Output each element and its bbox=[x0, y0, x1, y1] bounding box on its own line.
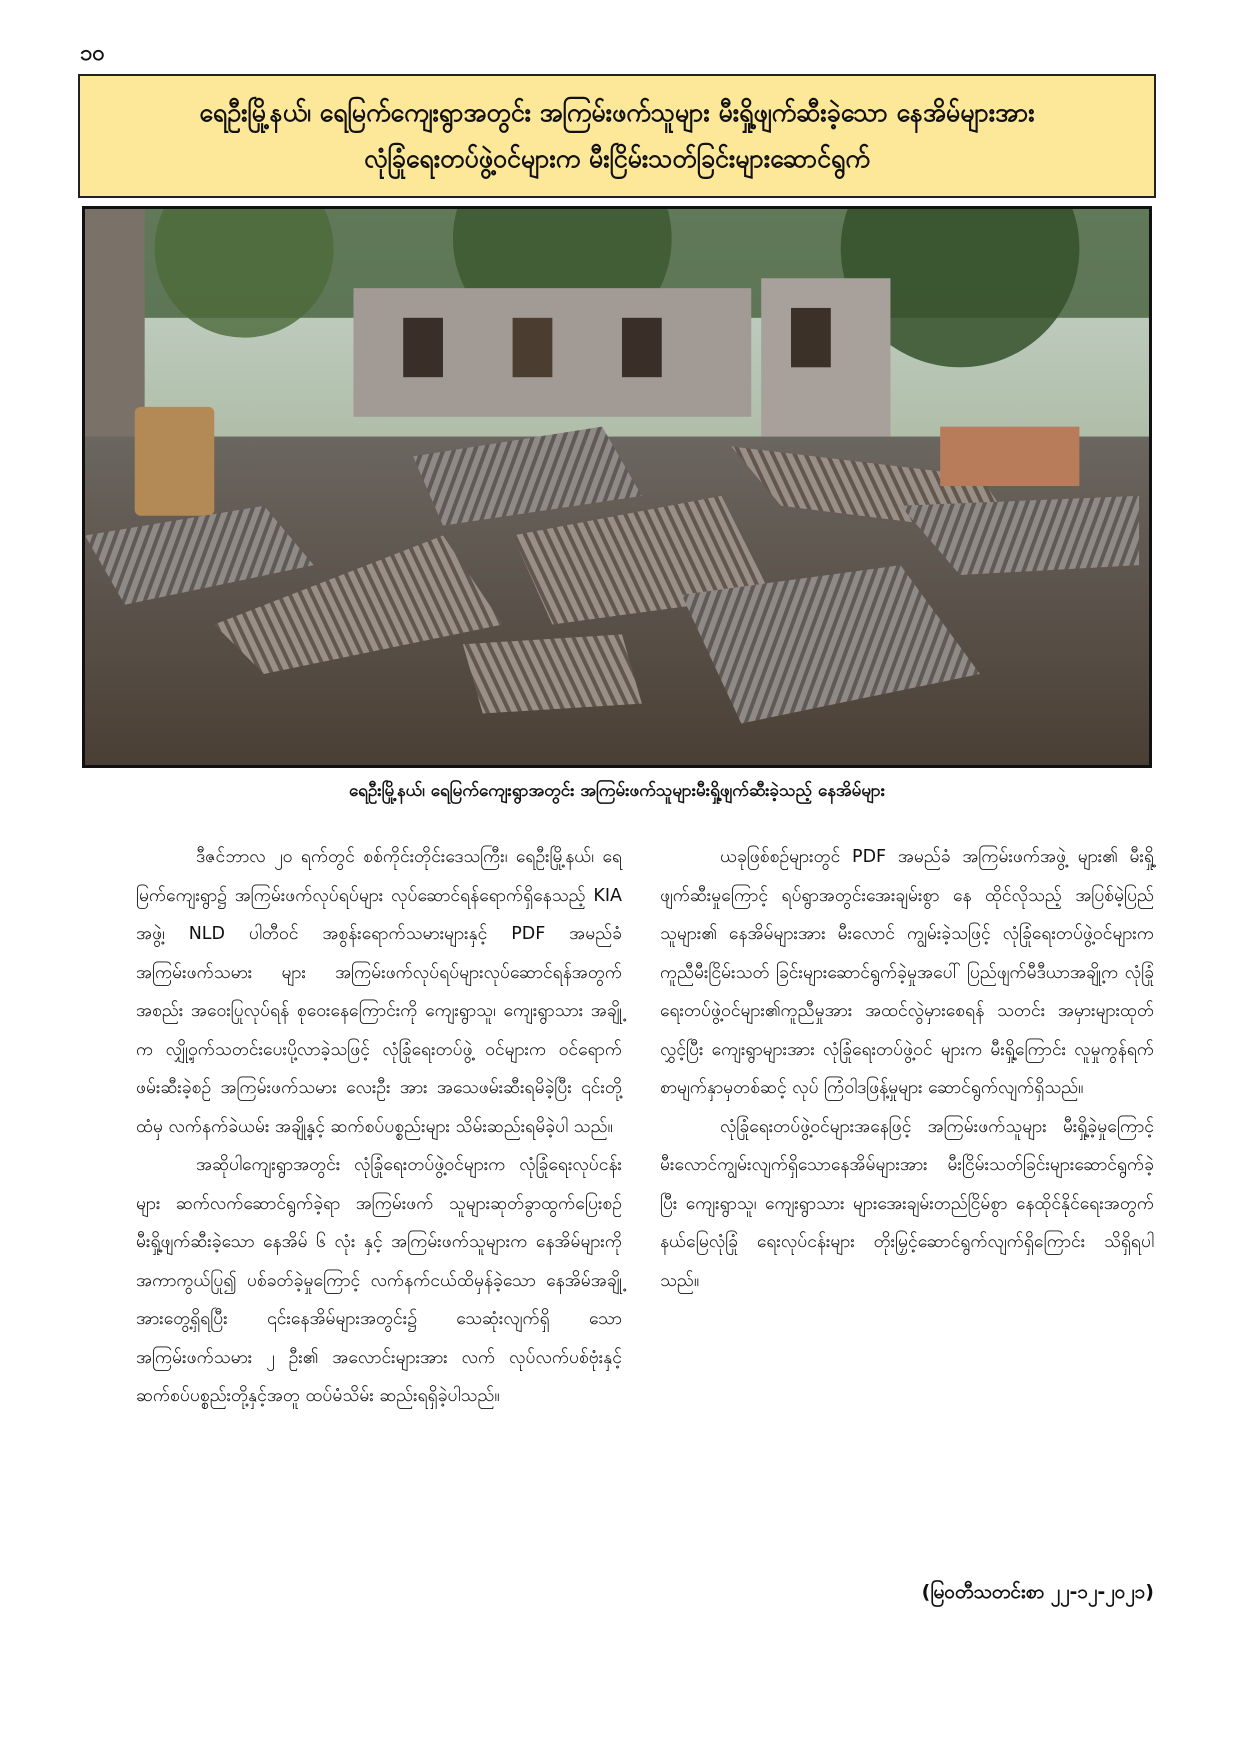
article-column-right bbox=[660, 838, 1154, 1300]
article-paragraph: ဒီဇင်ဘာလ ၂၀ ရက်တွင် စစ်ကိုင်းတိုင်းဒေသကြီး၊ ရေဦးမြို့နယ်၊ ရေမြက်ကျေးရွာ၌ အကြမ်းဖက်လုပ်ရပ်များ လုပ်ဆောင်ရန်ရောက်ရှိနေသည့် KIA အဖွဲ့၊ NLD ပါတီဝင် အစွန်းရောက်သမားများနှင့် PDF အမည်ခံ အကြမ်းဖက်သမား များ အကြမ်းဖက်လုပ်ရပ်များလုပ်ဆောင်ရန်အတွက် အစည်း အဝေးပြုလုပ်ရန် စုဝေးနေကြောင်းကို ကျေးရွာသူ၊ ကျေးရွာသား အချို့က လျှို့ဝှက်သတင်းပေးပို့လာခဲ့သဖြင့် လုံခြုံရေးတပ်ဖွဲ့ ဝင်များက ဝင်ရောက်ဖမ်းဆီးခဲ့စဉ် အကြမ်းဖက်သမား လေးဦး အား အသေဖမ်းဆီးရမိခဲ့ပြီး ၎င်းတို့ထံမှ လက်နက်ခဲယမ်း အချို့နှင့် ဆက်စပ်ပစ္စည်းများ သိမ်းဆည်းရမိခဲ့ပါ သည်။ bbox=[136, 847, 622, 1137]
news-photo bbox=[82, 206, 1152, 768]
article-paragraph: အဆိုပါကျေးရွာအတွင်း လုံခြုံရေးတပ်ဖွဲ့ဝင်များက လုံခြုံရေးလုပ်ငန်းများ ဆက်လက်ဆောင်ရွက်ခဲ့ရာ အကြမ်းဖက် သူများဆုတ်ခွာထွက်ပြေးစဉ် မီးရှို့ဖျက်ဆီးခဲ့သော နေအိမ် ၆ လုံး နှင့် အကြမ်းဖက်သူများက နေအိမ်များကိုအကာကွယ်ပြု၍ ပစ်ခတ်ခဲ့မှုကြောင့် လက်နက်ငယ်ထိမှန်ခဲ့သော နေအိမ်အချို့ အားတွေ့ရှိရပြီး ၎င်းနေအိမ်များအတွင်း၌ သေဆုံးလျက်ရှိ သော အကြမ်းဖက်သမား ၂ ဦး၏ အလောင်းများအား လက် လုပ်လက်ပစ်ဗုံးနှင့် ဆက်စပ်ပစ္စည်းတို့နှင့်အတူ ထပ်မံသိမ်း ဆည်းရရှိခဲ့ပါသည်။ bbox=[136, 1155, 622, 1406]
burned-house-illustration bbox=[85, 209, 1149, 765]
article-paragraph: လုံခြုံရေးတပ်ဖွဲ့ဝင်များအနေဖြင့် အကြမ်းဖက်သူများ မီးရှို့ခဲ့မှုကြောင့် မီးလောင်ကျွမ်းလျက်ရှိသောနေအိမ်များအား မီးငြိမ်းသတ်ခြင်းများဆောင်ရွက်ခဲ့ပြီး ကျေးရွာသူ၊ ကျေးရွာသား များအေးချမ်းတည်ငြိမ်စွာ နေထိုင်နိုင်ရေးအတွက် နယ်မြေလုံခြုံ ရေးလုပ်ငန်းများ တိုးမြှင့်ဆောင်ရွက်လျက်ရှိကြောင်း သိရှိရပါ သည်။ bbox=[660, 1116, 1154, 1291]
page-number: ၁၀ bbox=[80, 41, 105, 66]
headline-line-1: ရေဦးမြို့နယ်၊ ရေမြက်ကျေးရွာအတွင်း အကြမ်းဖက်သူများ မီးရှို့ဖျက်ဆီးခဲ့သော နေအိမ်များအား bbox=[199, 98, 1035, 127]
headline-line-2: လုံခြုံရေးတပ်ဖွဲ့ဝင်များက မီးငြိမ်းသတ်ခြင်းများဆောင်ရွက် bbox=[364, 144, 870, 173]
article-column-left bbox=[136, 838, 622, 1416]
photo-caption: ရေဦးမြို့နယ်၊ ရေမြက်ကျေးရွာအတွင်း အကြမ်းဖက်သူများမီးရှို့ဖျက်ဆီးခဲ့သည့် နေအိမ်များ bbox=[348, 781, 886, 801]
news-source: (မြဝတီသတင်းစာ ၂၂-၁၂-၂၀၂၁) bbox=[921, 1581, 1154, 1603]
article-paragraph: ယခုဖြစ်စဉ်များတွင် PDF အမည်ခံ အကြမ်းဖက်အဖွဲ့ များ၏ မီးရှို့ဖျက်ဆီးမှုကြောင့် ရပ်ရွာအတွင်းအေးချမ်းစွာ နေ ထိုင်လိုသည့် အပြစ်မဲ့ပြည်သူများ၏ နေအိမ်များအား မီးလောင် ကျွမ်းခဲ့သဖြင့် လုံခြုံရေးတပ်ဖွဲ့ဝင်များက ကူညီမီးငြိမ်းသတ် ခြင်းများဆောင်ရွက်ခဲ့မှုအပေါ် ပြည်ဖျက်မီဒီယာအချို့က လုံခြုံ ရေးတပ်ဖွဲ့ဝင်များ၏ကူညီမှုအား အထင်လွဲမှားစေရန် သတင်း အမှားများထုတ်လွှင့်ပြီး ကျေးရွာများအား လုံခြုံရေးတပ်ဖွဲ့ဝင် များက မီးရှို့ကြောင်း လူမှုကွန်ရက်စာမျက်နှာမှတစ်ဆင့် လုပ် ကြံဝါဒဖြန့်မှုများ ဆောင်ရွက်လျက်ရှိသည်။ bbox=[660, 847, 1154, 1098]
headline-box bbox=[78, 74, 1156, 198]
